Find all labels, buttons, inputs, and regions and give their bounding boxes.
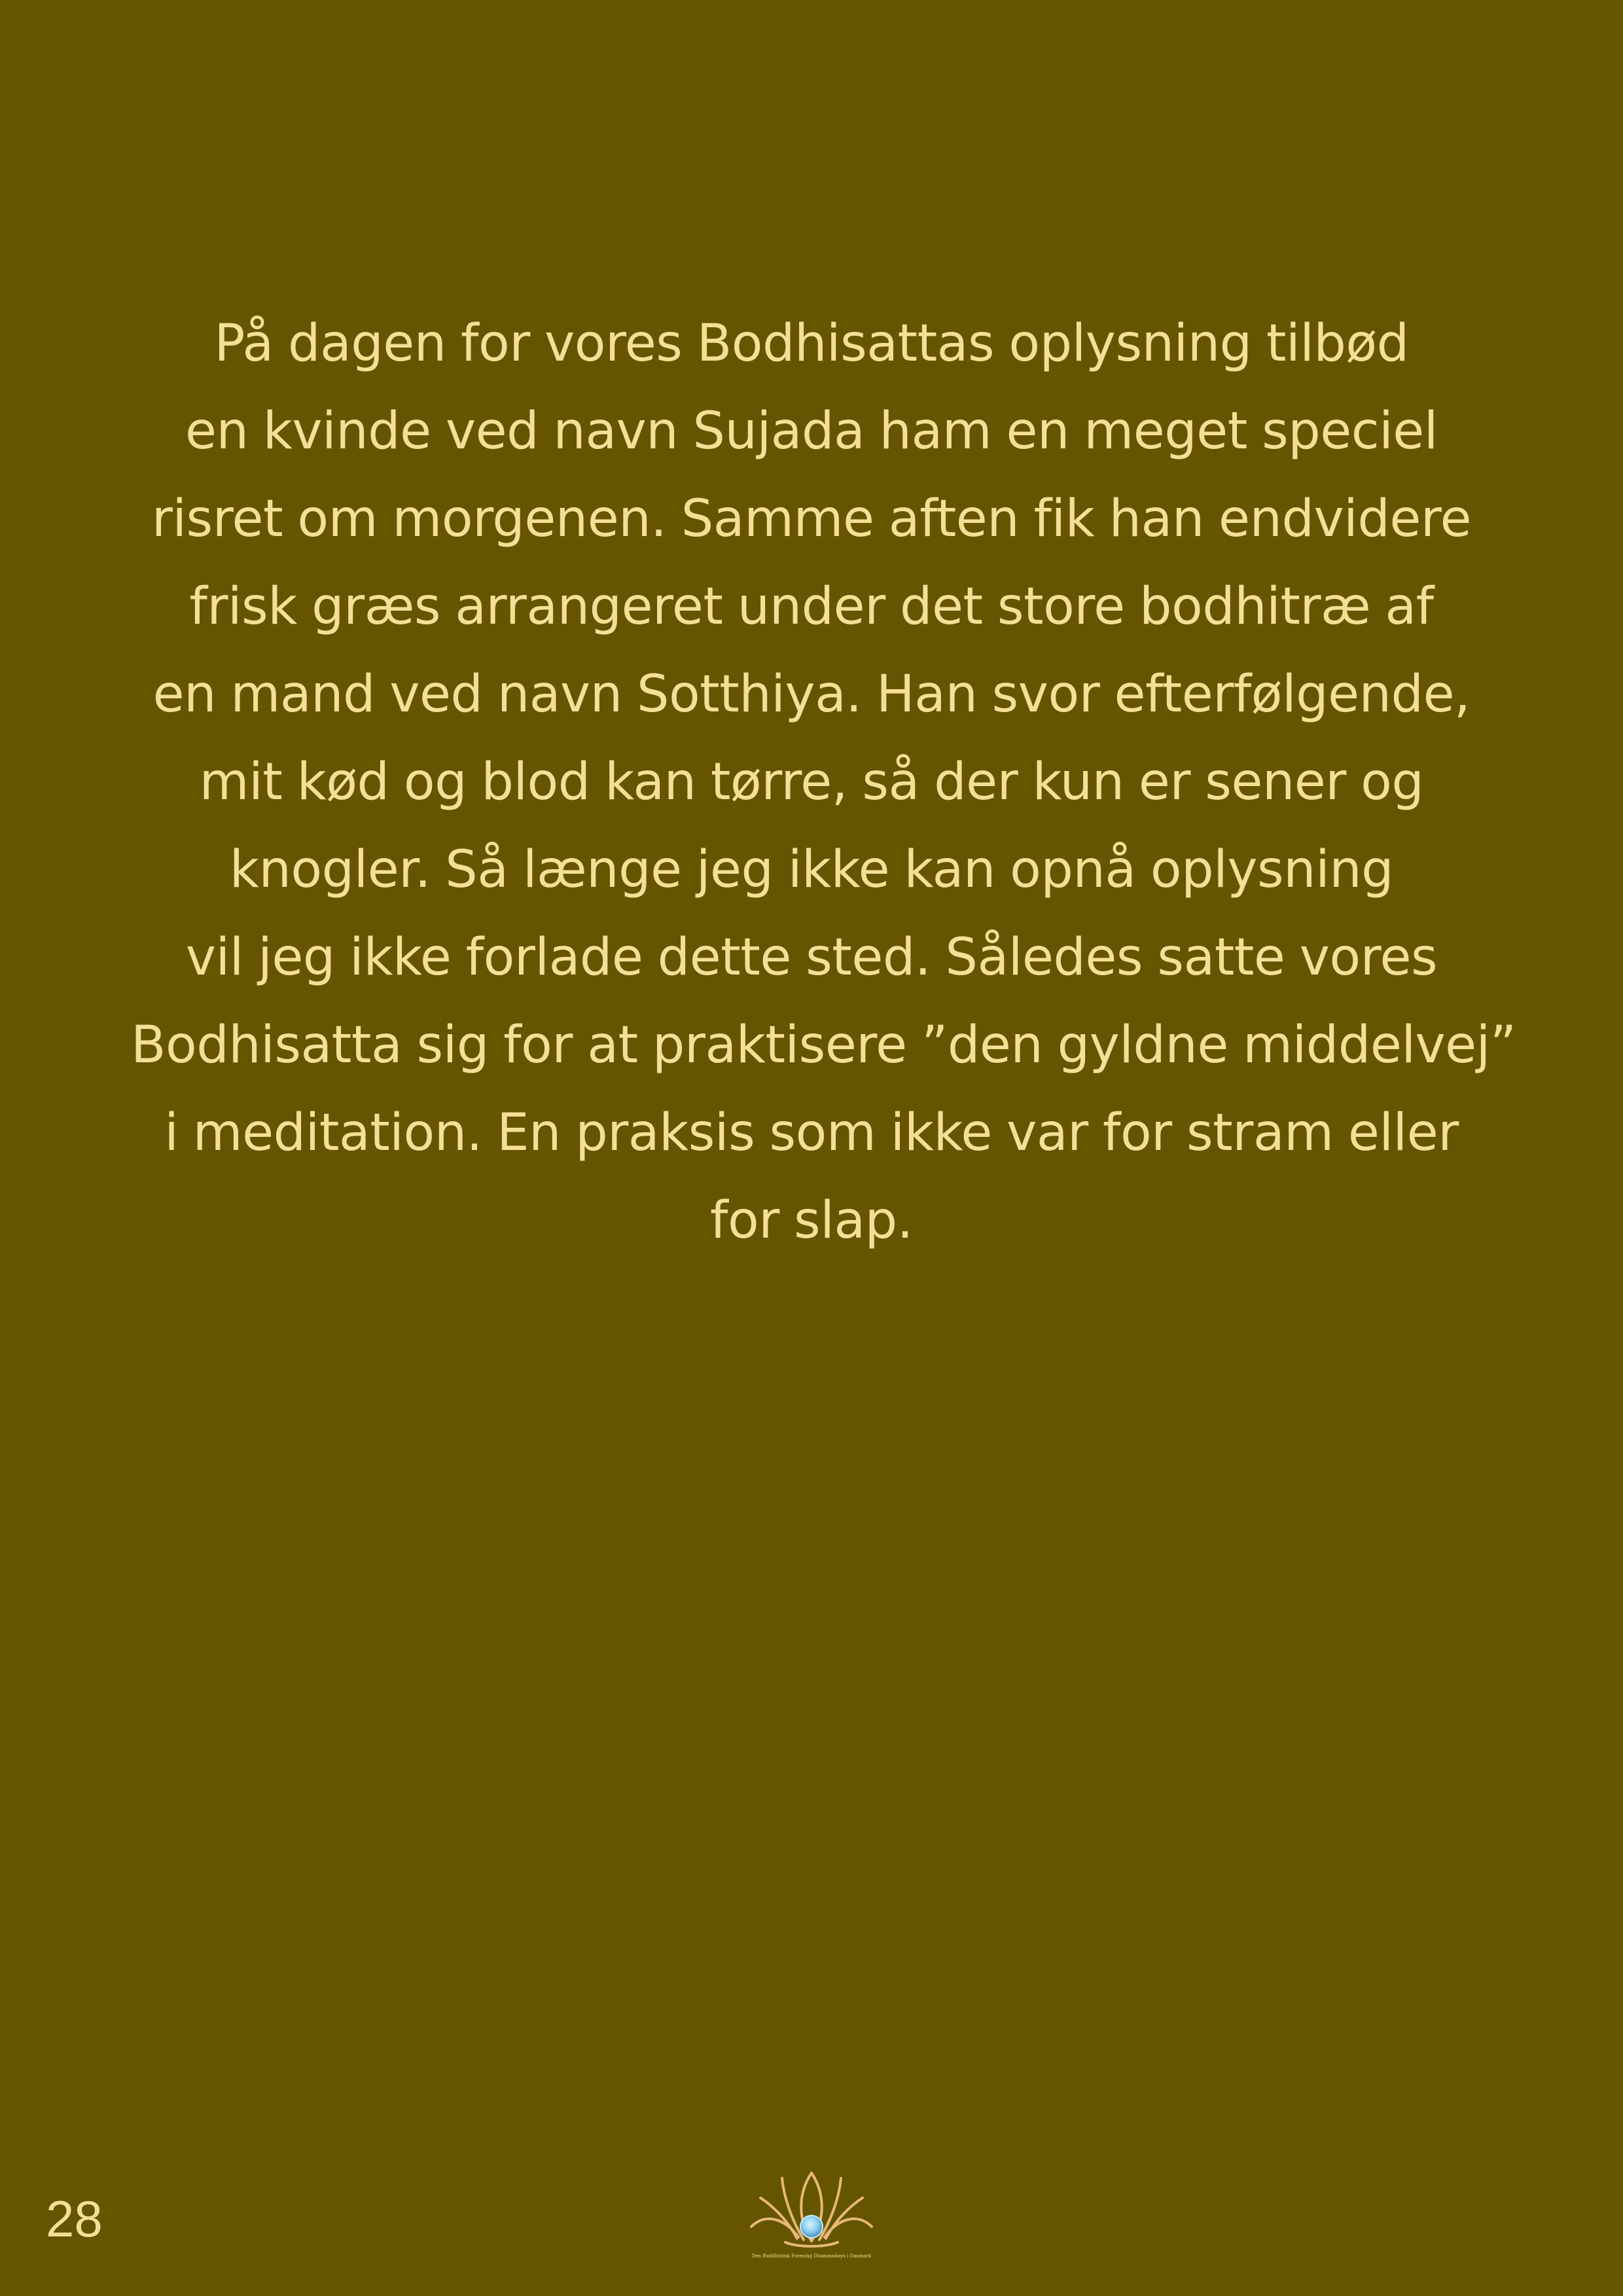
- body-text: [131, 300, 1516, 1265]
- body-line: en kvinde ved navn Sujada ham en meget speciel: [185, 402, 1438, 461]
- body-line: knogler. Så længe jeg ikke kan opnå oplysning: [229, 840, 1394, 899]
- body-line: På dagen for vores Bodhisattas oplysning tilbød: [214, 314, 1409, 373]
- page-number: 28: [46, 2190, 103, 2248]
- body-line: mit kød og blod kan tørre, så der kun er sener og: [199, 753, 1424, 812]
- lotus-icon: [746, 2166, 877, 2251]
- body-line: vil jeg ikke forlade dette sted. Således satte vores: [185, 928, 1438, 987]
- body-line: frisk græs arrangeret under det store bodhitræ af: [189, 577, 1434, 636]
- body-line: en mand ved navn Sotthiya. Han svor efterfølgende,: [152, 665, 1471, 724]
- body-line: risret om morgenen. Samme aften fik han endvidere: [151, 490, 1472, 548]
- logo-caption: Den Buddhistisk Forening Dhammadayo i Danmark: [751, 2253, 872, 2259]
- body-line: i meditation. En praksis som ikke var for stram eller: [164, 1103, 1459, 1162]
- footer-logo: [746, 2166, 877, 2271]
- body-line: Bodhisatta sig for at praktisere ”den gyldne middelvej”: [131, 1016, 1516, 1075]
- body-line: for slap.: [710, 1191, 913, 1250]
